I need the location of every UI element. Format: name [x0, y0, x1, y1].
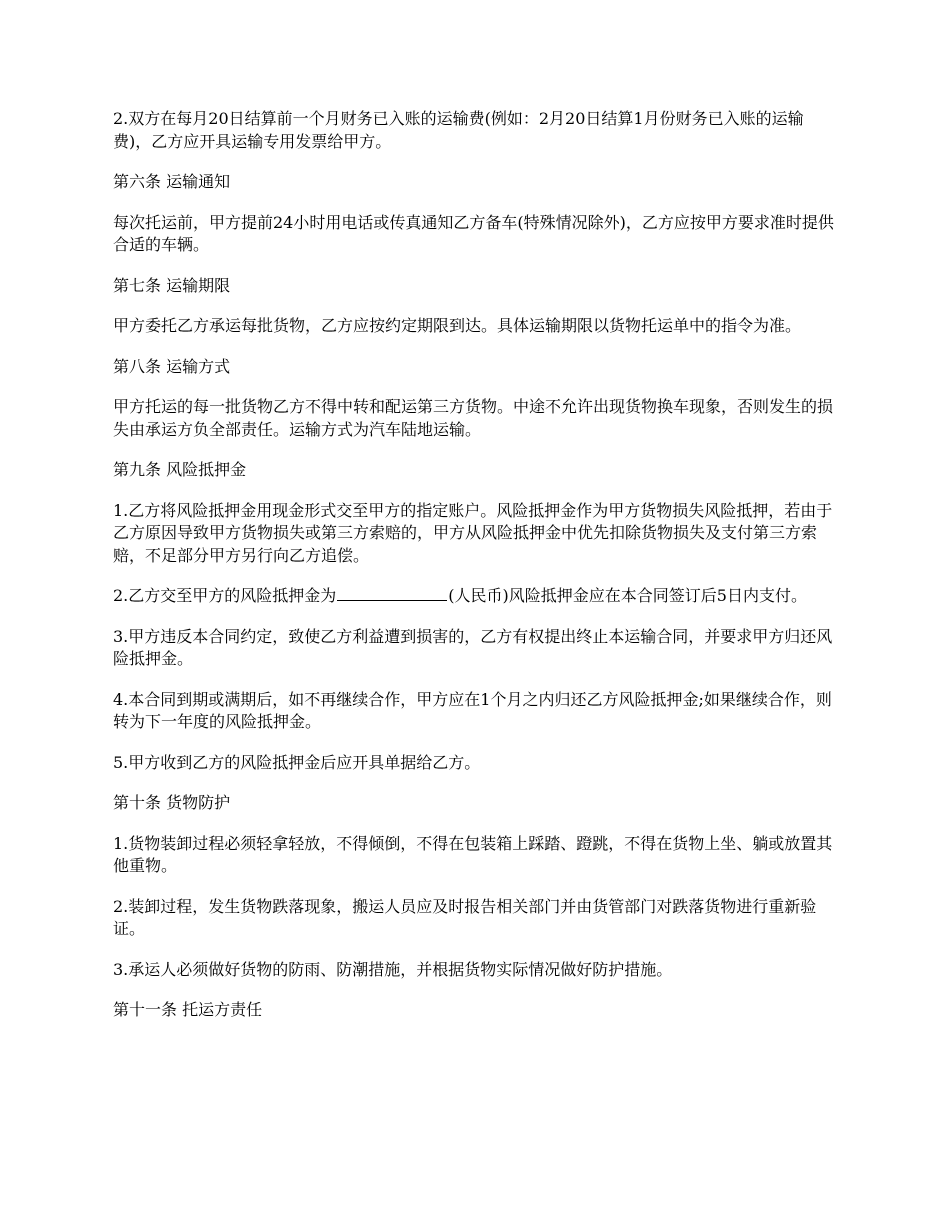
article-10-item-2: 2.装卸过程，发生货物跌落现象，搬运人员应及时报告相关部门并由货管部门对跌落货物进行重新验证。 — [113, 896, 817, 938]
article-10-heading: 第十条 货物防护 — [113, 793, 231, 812]
deposit-text-after: (人民币)风险抵押金应在本合同签订后5日内支付。 — [448, 586, 807, 605]
document-page — [113, 108, 841, 1040]
article-10-item-1: 1.货物装卸过程必须轻拿轻放，不得倾倒，不得在包装箱上踩踏、蹬跳，不得在货物上坐、躺或放置其他重物。 — [113, 833, 833, 875]
article-7-body: 甲方委托乙方承运每批货物，乙方应按约定期限到达。具体运输期限以货物托运单中的指令为准。 — [113, 316, 802, 335]
article-9-item-4: 4.本合同到期或满期后，如不再继续合作，甲方应在1个月之内归还乙方风险抵押金;如果继续合作，则转为下一年度的风险抵押金。 — [113, 689, 832, 731]
article-7-heading: 第七条 运输期限 — [113, 275, 231, 295]
deposit-amount-blank — [337, 599, 447, 601]
article-9-item-1: 1.乙方将风险抵押金用现金形式交至甲方的指定账户。风险抵押金作为甲方货物损失风险抵押，若由于乙方原因导致甲方货物损失或第三方索赔的，甲方从风险抵押金中优先扣除货物损失及支付第三方索赔，不足部分甲方另行向乙方追偿。 — [113, 500, 833, 565]
article-6-body: 每次托运前，甲方提前24小时用电话或传真通知乙方备车(特殊情况除外)，乙方应按甲方要求准时提供合适的车辆。 — [113, 212, 834, 254]
article-9-item-3: 3.甲方违反本合同约定，致使乙方利益遭到损害的，乙方有权提出终止本运输合同，并要求甲方归还风险抵押金。 — [113, 626, 833, 668]
article-11-heading: 第十一条 托运方责任 — [113, 1000, 263, 1019]
article-9-heading: 第九条 风险抵押金 — [113, 460, 247, 479]
article-9-item-2 — [113, 585, 841, 608]
clause-5-item-2: 2.双方在每月20日结算前一个月财务已入账的运输费(例如：2月20日结算1月份财务已入账的运输费)，乙方应开具运输专用发票给甲方。 — [113, 109, 804, 151]
deposit-text-before: 2.乙方交至甲方的风险抵押金为 — [113, 586, 337, 605]
article-9-item-5: 5.甲方收到乙方的风险抵押金后应开具单据给乙方。 — [113, 752, 481, 772]
article-8-body: 甲方托运的每一批货物乙方不得中转和配运第三方货物。中途不允许出现货物换车现象，否则发生的损失由承运方负全部责任。运输方式为汽车陆地运输。 — [113, 397, 834, 439]
article-10-item-3: 3.承运人必须做好货物的防雨、防潮措施，并根据货物实际情况做好防护措施。 — [113, 959, 673, 979]
article-6-heading: 第六条 运输通知 — [113, 172, 231, 191]
article-8-heading: 第八条 运输方式 — [113, 356, 231, 376]
